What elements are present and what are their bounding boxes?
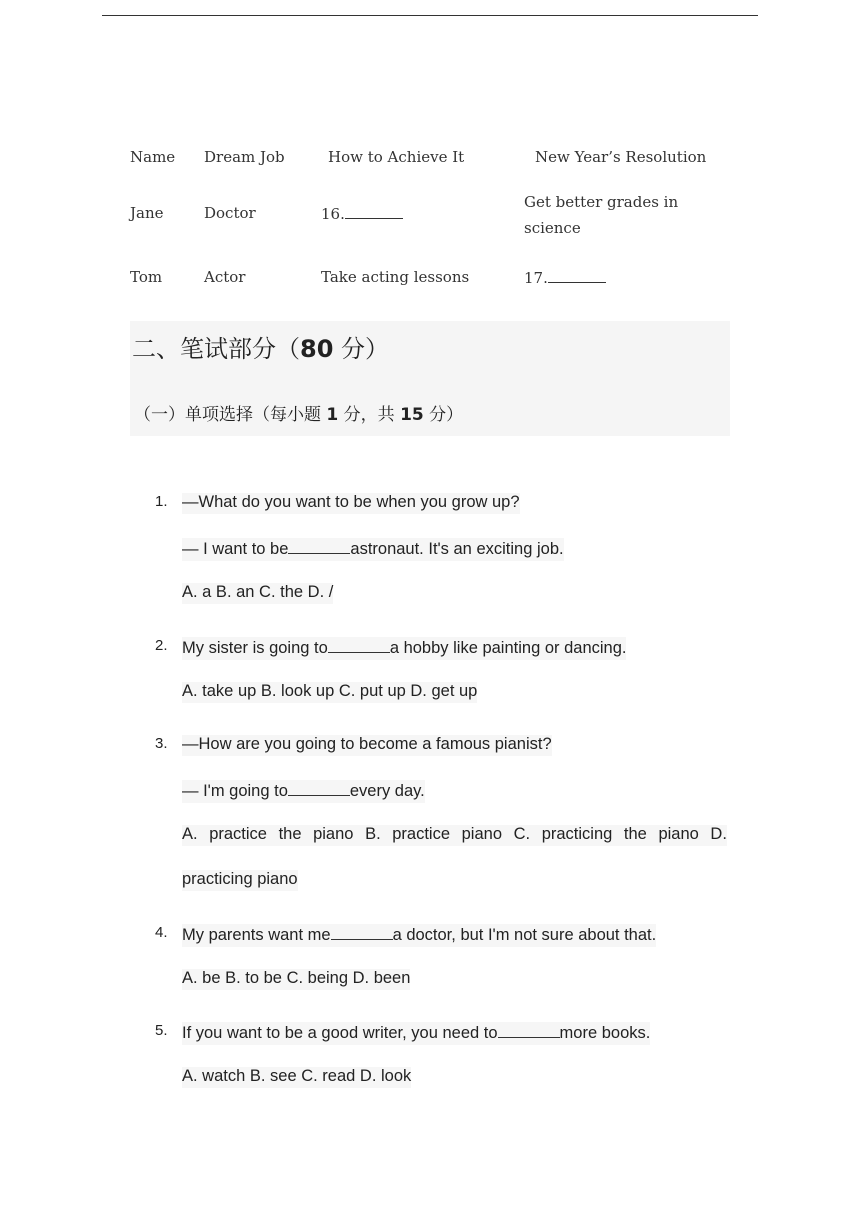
- table-header-dream-job: Dream Job: [204, 148, 285, 166]
- question-text: —What do you want to be when you grow up?: [182, 493, 520, 514]
- question-text: — I want to be astronaut. It's an exciting job.: [182, 538, 564, 561]
- question-number: 2.: [155, 637, 168, 654]
- table-cell: Doctor: [204, 204, 256, 222]
- question-options: A. practice the piano B. practice piano C. practicing the piano D.: [182, 825, 727, 846]
- answer-blank[interactable]: [548, 268, 606, 283]
- table-cell: Take acting lessons: [321, 268, 470, 286]
- answer-blank[interactable]: [328, 637, 390, 653]
- question-text: — I'm going to every day.: [182, 780, 425, 803]
- question-number: 1.: [155, 493, 168, 510]
- section-title: 二、笔试部分（80 分）: [132, 335, 390, 363]
- table-cell: Tom: [130, 268, 163, 286]
- answer-blank[interactable]: [288, 538, 350, 554]
- question-text: If you want to be a good writer, you need to more books.: [182, 1022, 650, 1045]
- table-cell-blank-17: 17.: [524, 268, 606, 287]
- table-header-how-to-achieve: How to Achieve It: [328, 148, 465, 166]
- question-text: My parents want me a doctor, but I'm not sure about that.: [182, 924, 656, 947]
- table-cell: Actor: [204, 268, 246, 286]
- section-subtitle: （一）单项选择（每小题 1 分，共 15 分）: [134, 405, 464, 425]
- question-options: A. take up B. look up C. put up D. get up: [182, 682, 477, 703]
- answer-blank[interactable]: [498, 1022, 560, 1038]
- answer-blank[interactable]: [345, 204, 403, 219]
- question-options: A. watch B. see C. read D. look: [182, 1067, 411, 1088]
- question-options-cont: practicing piano: [182, 870, 298, 891]
- section-header: [130, 321, 730, 436]
- table-header-name: Name: [130, 148, 176, 166]
- question-number: 4.: [155, 924, 168, 941]
- question-text: —How are you going to become a famous pianist?: [182, 735, 552, 756]
- top-rule: [102, 15, 758, 16]
- table-cell-blank-16: 16.: [321, 204, 403, 223]
- table-header-resolution: New Year’s Resolution: [535, 148, 707, 166]
- question-number: 3.: [155, 735, 168, 752]
- question-options: A. be B. to be C. being D. been: [182, 969, 410, 990]
- question-options: A. a B. an C. the D. /: [182, 583, 333, 604]
- answer-blank[interactable]: [288, 780, 350, 796]
- answer-blank[interactable]: [331, 924, 393, 940]
- table-cell: Jane: [130, 204, 164, 222]
- question-number: 5.: [155, 1022, 168, 1039]
- question-text: My sister is going to a hobby like painting or dancing.: [182, 637, 626, 660]
- table-cell: Get better grades in science: [524, 193, 679, 237]
